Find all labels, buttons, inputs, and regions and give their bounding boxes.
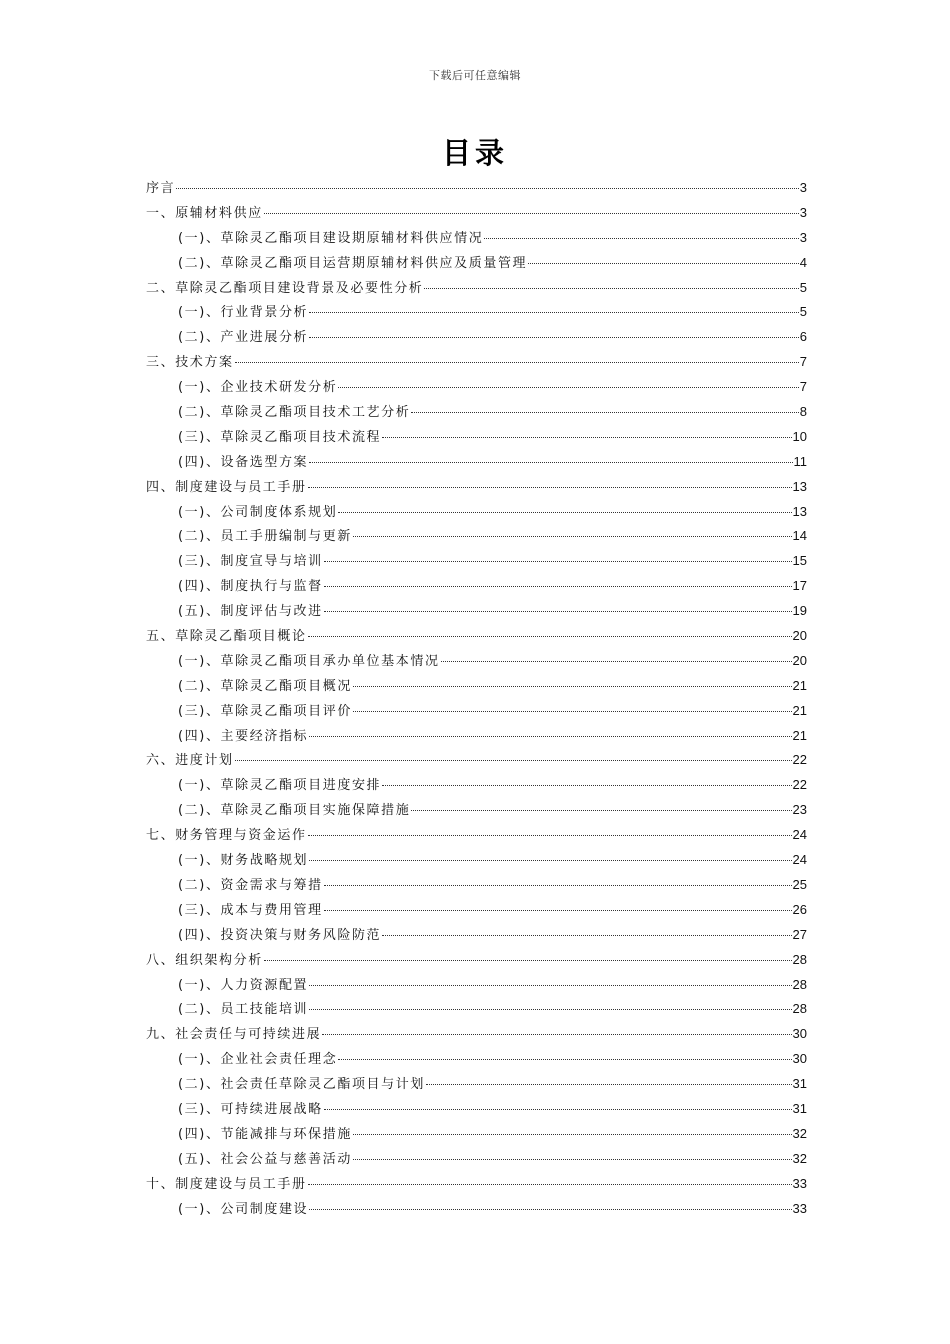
toc-dot-leader [235,760,792,761]
toc-entry[interactable] [146,549,807,574]
toc-entry[interactable] [146,624,807,649]
toc-entry-page-number: 11 [793,453,807,469]
toc-dot-leader [264,960,792,961]
toc-entry-label: (四)、设备选型方案 [178,454,309,470]
toc-entry[interactable] [146,699,807,724]
toc-entry-page-number: 13 [792,503,807,519]
toc-entry-page-number: 25 [792,876,807,892]
toc-entry-page-number: 22 [792,752,807,768]
toc-dot-leader [322,1034,791,1035]
toc-entry-page-number: 10 [792,428,807,444]
toc-entry[interactable] [146,948,807,973]
toc-dot-leader [353,1159,792,1160]
toc-entry-label: (三)、成本与费用管理 [178,902,323,918]
toc-dot-leader [324,561,792,562]
toc-entry-page-number: 3 [799,229,807,245]
toc-dot-leader [324,611,792,612]
toc-entry-label: (二)、产业进展分析 [178,330,309,346]
toc-entry[interactable] [146,524,807,549]
toc-entry[interactable] [146,649,807,674]
toc-entry-page-number: 5 [799,304,807,320]
toc-dot-leader [235,362,799,363]
toc-entry-label: 四、制度建设与员工手册 [146,479,307,495]
toc-entry-page-number: 26 [792,901,807,917]
toc-entry-label: (二)、草除灵乙酯项目实施保障措施 [178,803,411,819]
toc-entry-label: 九、社会责任与可持续进展 [146,1027,322,1043]
toc-entry-page-number: 14 [792,528,807,544]
toc-entry-page-number: 7 [799,354,807,370]
toc-entry[interactable] [146,500,807,525]
toc-dot-leader [424,288,798,289]
toc-dot-leader [411,412,798,413]
toc-entry-label: 七、财务管理与资金运作 [146,828,307,844]
toc-entry[interactable] [146,973,807,998]
toc-entry[interactable] [146,425,807,450]
toc-entry[interactable] [146,898,807,923]
page-title: 目录 [441,136,508,170]
toc-entry-page-number: 17 [792,578,807,594]
toc-entry-label: (三)、草除灵乙酯项目评价 [178,703,352,719]
toc-entry[interactable] [146,201,807,226]
toc-entry-label: (二)、草除灵乙酯项目概况 [178,678,352,694]
toc-entry-label: 三、技术方案 [146,355,234,371]
toc-entry-label: (一)、企业社会责任理念 [178,1052,338,1068]
toc-entry[interactable] [146,400,807,425]
toc-dot-leader [176,188,799,189]
toc-entry-page-number: 27 [792,926,807,942]
toc-entry[interactable] [146,997,807,1022]
toc-entry-label: 六、进度计划 [146,753,234,769]
toc-entry-label: (二)、草除灵乙酯项目技术工艺分析 [178,405,411,421]
toc-dot-leader [411,810,791,811]
toc-entry-label: (五)、社会公益与慈善活动 [178,1151,352,1167]
toc-entry-page-number: 32 [792,1125,807,1141]
toc-dot-leader [353,711,792,712]
toc-entry-page-number: 24 [792,827,807,843]
toc-dot-leader [309,312,799,313]
toc-dot-leader [353,686,792,687]
toc-entry[interactable] [146,823,807,848]
toc-entry-label: (三)、制度宣导与培训 [178,554,323,570]
toc-entry-page-number: 32 [792,1150,807,1166]
toc-entry-page-number: 28 [792,976,807,992]
toc-entry-label: (一)、草除灵乙酯项目进度安排 [178,778,382,794]
toc-entry-label: 序言 [146,181,176,196]
toc-entry-label: (一)、行业背景分析 [178,305,309,321]
toc-entry-label: 八、组织架构分析 [146,952,263,968]
toc-entry-page-number: 4 [799,254,807,270]
toc-entry-label: (一)、人力资源配置 [178,977,309,993]
toc-entry-page-number: 19 [792,603,807,619]
toc-dot-leader [308,835,792,836]
toc-entry[interactable] [146,1122,807,1147]
toc-entry[interactable] [146,1097,807,1122]
toc-dot-leader [309,1209,791,1210]
toc-entry-label: (一)、公司制度体系规划 [178,504,338,520]
toc-entry[interactable] [146,923,807,948]
toc-entry-label: (四)、制度执行与监督 [178,579,323,595]
toc-entry[interactable] [146,748,807,773]
toc-entry-page-number: 21 [792,702,807,718]
toc-entry-page-number: 6 [799,329,807,345]
toc-dot-leader [309,1009,791,1010]
toc-entry-label: (一)、草除灵乙酯项目建设期原辅材料供应情况 [178,230,484,246]
toc-dot-leader [324,586,792,587]
toc-entry-label: (二)、资金需求与筹措 [178,877,323,893]
toc-dot-leader [426,1084,792,1085]
toc-entry[interactable] [146,276,807,301]
toc-dot-leader [484,238,798,239]
toc-entry-label: 十、制度建设与员工手册 [146,1176,307,1192]
toc-dot-leader [264,213,799,214]
toc-entry[interactable] [146,1047,807,1072]
toc-entry-page-number: 21 [792,727,807,743]
toc-entry[interactable] [146,674,807,699]
toc-entry-label: (一)、企业技术研发分析 [178,380,338,396]
toc-entry-page-number: 20 [792,628,807,644]
toc-entry-page-number: 3 [799,204,807,220]
toc-entry-page-number: 22 [792,777,807,793]
toc-entry[interactable] [146,1197,807,1222]
toc-entry-page-number: 31 [792,1076,807,1092]
toc-entry-label: (三)、可持续进展战略 [178,1101,323,1117]
toc-entry-page-number: 31 [792,1100,807,1116]
toc-entry-label: 一、原辅材料供应 [146,205,263,221]
toc-entry-label: (一)、财务战略规划 [178,853,309,869]
toc-entry-page-number: 28 [792,1001,807,1017]
toc-entry[interactable] [146,873,807,898]
toc-entry-page-number: 7 [799,379,807,395]
toc-entry-label: (四)、投资决策与财务风险防范 [178,927,382,943]
toc-entry[interactable] [146,599,807,624]
toc-entry-label: (五)、制度评估与改进 [178,604,323,620]
toc-entry-label: (一)、草除灵乙酯项目承办单位基本情况 [178,653,440,669]
toc-entry-label: (二)、员工技能培训 [178,1002,309,1018]
toc-dot-leader [382,437,791,438]
toc-entry[interactable] [146,798,807,823]
toc-entry[interactable] [146,1147,807,1172]
toc-dot-leader [338,512,791,513]
toc-entry[interactable] [146,848,807,873]
toc-entry-page-number: 28 [792,951,807,967]
toc-entry-label: (二)、员工手册编制与更新 [178,529,352,545]
toc-dot-leader [309,985,791,986]
toc-dot-leader [353,1134,792,1135]
toc-entry-page-number: 13 [792,478,807,494]
toc-entry-page-number: 21 [792,677,807,693]
toc-entry-page-number: 5 [799,279,807,295]
toc-entry[interactable] [146,251,807,276]
toc-entry[interactable] [146,1172,807,1197]
toc-entry-label: (一)、公司制度建设 [178,1201,309,1217]
toc-entry-label: (三)、草除灵乙酯项目技术流程 [178,429,382,445]
toc-entry[interactable] [146,1072,807,1097]
toc-dot-leader [324,1109,792,1110]
toc-dot-leader [338,387,798,388]
toc-entry-page-number: 30 [792,1026,807,1042]
toc-entry[interactable] [146,574,807,599]
toc-dot-leader [441,661,792,662]
toc-dot-leader [528,263,799,264]
toc-dot-leader [308,1184,792,1185]
toc-entry-page-number: 3 [799,180,807,195]
toc-entry[interactable] [146,1022,807,1047]
toc-entry-label: 二、草除灵乙酯项目建设背景及必要性分析 [146,280,424,296]
toc-entry-page-number: 20 [792,652,807,668]
header-note: 下载后可任意编辑 [429,69,521,82]
toc-dot-leader [338,1059,791,1060]
toc-entry-label: (二)、社会责任草除灵乙酯项目与计划 [178,1077,425,1093]
toc-entry-page-number: 8 [799,404,807,420]
toc-entry-label: (二)、草除灵乙酯项目运营期原辅材料供应及质量管理 [178,255,528,271]
table-of-contents [146,176,807,1221]
toc-dot-leader [309,860,791,861]
toc-entry[interactable] [146,325,807,350]
toc-dot-leader [309,736,791,737]
toc-entry[interactable] [146,176,807,201]
toc-dot-leader [308,487,792,488]
toc-entry-label: (四)、节能减排与环保措施 [178,1126,352,1142]
toc-dot-leader [309,337,799,338]
toc-entry[interactable] [146,375,807,400]
toc-entry-label: (四)、主要经济指标 [178,728,309,744]
toc-dot-leader [353,536,792,537]
toc-dot-leader [324,885,792,886]
toc-entry[interactable] [146,475,807,500]
toc-entry-page-number: 23 [792,802,807,818]
toc-entry-page-number: 33 [792,1200,807,1216]
toc-dot-leader [324,910,792,911]
toc-entry[interactable] [146,300,807,325]
toc-entry[interactable] [146,724,807,749]
toc-entry-page-number: 33 [792,1175,807,1191]
toc-dot-leader [309,462,792,463]
toc-dot-leader [308,636,792,637]
toc-entry-page-number: 24 [792,852,807,868]
toc-entry[interactable] [146,450,807,475]
toc-dot-leader [382,935,791,936]
toc-entry[interactable] [146,773,807,798]
toc-entry-label: 五、草除灵乙酯项目概论 [146,629,307,645]
toc-entry-page-number: 15 [792,553,807,569]
toc-entry[interactable] [146,226,807,251]
toc-entry-page-number: 30 [792,1051,807,1067]
toc-entry[interactable] [146,350,807,375]
toc-dot-leader [382,785,791,786]
